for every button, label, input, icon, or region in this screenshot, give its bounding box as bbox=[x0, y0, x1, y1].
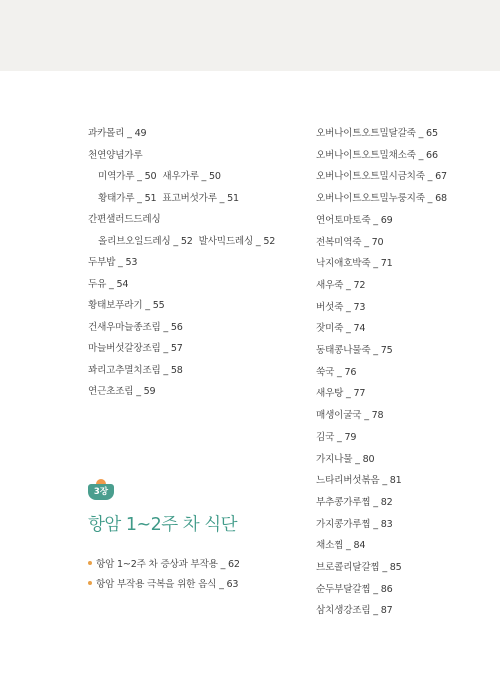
toc-entry-page: 54 bbox=[116, 278, 129, 290]
toc-entry-page: 81 bbox=[389, 475, 402, 487]
toc-entry-title: 건새우마늘종조림 bbox=[88, 321, 161, 333]
toc-entry-page: 84 bbox=[353, 540, 366, 552]
toc-entry[interactable]: 오버나이트오트밀시금치죽 _ 67 bbox=[316, 171, 447, 183]
toc-entry[interactable]: 황태가루 _ 51 표고버섯가루 _ 51 bbox=[98, 192, 239, 204]
subsection-page: 63 bbox=[226, 579, 239, 590]
toc-entry[interactable]: 동태콩나물죽 _ 75 bbox=[316, 345, 393, 356]
toc-entry[interactable]: 순두부달갈찜 _ 86 bbox=[316, 583, 393, 595]
toc-entry-title: 전복미역죽 bbox=[316, 236, 362, 248]
toc-entry[interactable]: 연어토마토죽 _ 69 bbox=[316, 214, 393, 226]
bullet-icon bbox=[88, 581, 92, 585]
toc-entry[interactable]: 잣미죽 _ 74 bbox=[316, 323, 366, 335]
toc-entry[interactable]: 브로콜리달갈찜 _ 85 bbox=[316, 562, 402, 573]
toc-entry[interactable]: 가지나물 _ 80 bbox=[316, 453, 375, 465]
subsection-item[interactable]: 항암 부작용 극복을 위한 음식 _ 63 bbox=[88, 579, 238, 591]
toc-entry[interactable] bbox=[88, 150, 142, 162]
toc-entry-title: 두유 bbox=[88, 278, 107, 290]
toc-entry-title: 부추콩가루찜 bbox=[316, 496, 371, 508]
toc-entry[interactable]: 두부밥 _ 53 bbox=[88, 257, 138, 268]
toc-entry[interactable]: 낙지애호박죽 _ 71 bbox=[316, 258, 393, 270]
toc-entry[interactable]: 새우죽 _ 72 bbox=[316, 279, 366, 291]
toc-entry-page: 80 bbox=[362, 453, 375, 465]
toc-entry[interactable] bbox=[88, 214, 161, 226]
toc-entry-title: 미역가루 bbox=[98, 171, 135, 182]
toc-entry[interactable]: 꽈리고추멸치조림 _ 58 bbox=[88, 364, 183, 376]
toc-entry-page: 87 bbox=[380, 605, 393, 617]
toc-entry-page: 71 bbox=[380, 258, 393, 270]
toc-entry-page: 59 bbox=[143, 386, 156, 397]
toc-entry[interactable]: 연근초조림 _ 59 bbox=[88, 386, 156, 397]
toc-entry[interactable]: 채소찜 _ 84 bbox=[316, 540, 366, 552]
toc-entry-page: 86 bbox=[380, 583, 393, 595]
toc-entry[interactable]: 두유 _ 54 bbox=[88, 278, 129, 290]
toc-entry-page: 65 bbox=[426, 128, 438, 139]
toc-entry-page: 67 bbox=[435, 171, 447, 183]
toc-entry-title: 가지나물 bbox=[316, 453, 353, 465]
toc-entry[interactable]: 삼치생강조림 _ 87 bbox=[316, 605, 393, 617]
toc-entry-title: 매생이굴국 bbox=[316, 410, 362, 422]
toc-entry-title: 발사믹드레싱 bbox=[198, 235, 254, 247]
toc-entry-page: 66 bbox=[426, 149, 438, 161]
toc-entry[interactable]: 부추콩가루찜 _ 82 bbox=[316, 496, 393, 508]
toc-entry[interactable]: 매생이굴국 _ 78 bbox=[316, 410, 384, 422]
toc-entry-title: 표고버섯가루 bbox=[162, 192, 217, 204]
toc-entry[interactable]: 느타리버섯볶음 _ 81 bbox=[316, 475, 402, 487]
toc-entry[interactable]: 황태보푸라기 _ 55 bbox=[88, 300, 165, 311]
toc-entry-page: 77 bbox=[353, 388, 366, 400]
toc-entry-page: 78 bbox=[371, 410, 384, 422]
toc-entry[interactable]: 건새우마늘종조림 _ 56 bbox=[88, 321, 183, 333]
toc-entry-page: 52 bbox=[180, 235, 193, 247]
chapter-title: 항암 1~2주 차 식단 bbox=[88, 515, 238, 535]
toc-entry[interactable]: 버섯죽 _ 73 bbox=[316, 301, 366, 313]
toc-entry-title: 잣미죽 bbox=[316, 323, 344, 335]
toc-entry[interactable]: 과카몰리 _ 49 bbox=[88, 128, 147, 139]
bullet-icon bbox=[88, 561, 92, 565]
toc-entry-page: 83 bbox=[380, 518, 393, 530]
toc-entry-title: 채소찜 bbox=[316, 540, 344, 552]
toc-entry-title: 천연양념가루 bbox=[88, 149, 143, 161]
header-band bbox=[0, 0, 500, 71]
toc-entry-page: 73 bbox=[353, 301, 366, 313]
toc-entry-title: 과카몰리 bbox=[88, 128, 125, 139]
toc-entry-title: 동태콩나물죽 bbox=[316, 345, 371, 356]
subsection-item[interactable]: 항암 1~2주 차 증상과 부작용 _ 62 bbox=[88, 559, 240, 571]
toc-entry-title: 새우가루 bbox=[162, 171, 199, 182]
toc-entry-title: 오버나이트오트밀채소죽 bbox=[316, 149, 416, 161]
toc-entry-title: 새우죽 bbox=[316, 279, 344, 291]
toc-entry-page: 69 bbox=[380, 214, 393, 226]
toc-entry-page: 68 bbox=[435, 193, 447, 205]
toc-entry-title: 황태가루 bbox=[98, 192, 135, 204]
subsection-title: 항암 1~2주 차 증상과 부작용 bbox=[96, 559, 218, 570]
toc-entry-title: 쑥국 bbox=[316, 366, 335, 378]
toc-entry-page: 75 bbox=[380, 345, 393, 356]
toc-entry-page: 50 bbox=[208, 171, 221, 182]
toc-entry-page: 55 bbox=[152, 300, 165, 311]
toc-entry[interactable]: 쑥국 _ 76 bbox=[316, 366, 357, 378]
toc-entry-title: 김국 bbox=[316, 431, 335, 443]
toc-entry-page: 52 bbox=[263, 235, 276, 247]
toc-entry-title: 오버나이트오트밀누룽지죽 bbox=[316, 193, 425, 205]
toc-entry[interactable]: 새우탕 _ 77 bbox=[316, 388, 366, 400]
toc-entry[interactable]: 김국 _ 79 bbox=[316, 431, 357, 443]
toc-entry-page: 51 bbox=[144, 192, 157, 204]
toc-entry-title: 오버나이트오트밀달갈죽 bbox=[316, 128, 416, 139]
toc-entry-page: 50 bbox=[144, 171, 157, 182]
toc-entry-title: 꽈리고추멸치조림 bbox=[88, 364, 161, 376]
toc-entry-page: 49 bbox=[134, 128, 147, 139]
toc-entry-title: 순두부달갈찜 bbox=[316, 583, 371, 595]
toc-entry-page: 72 bbox=[353, 279, 366, 291]
toc-entry[interactable]: 가지콩가루찜 _ 83 bbox=[316, 518, 393, 530]
toc-entry-title: 황태보푸라기 bbox=[88, 300, 143, 311]
toc-entry-page: 51 bbox=[227, 192, 239, 204]
toc-entry-page: 74 bbox=[353, 323, 366, 335]
toc-entry[interactable]: 오버나이트오트밀누룽지죽 _ 68 bbox=[316, 193, 447, 205]
toc-entry-page: 56 bbox=[170, 321, 183, 333]
toc-entry-title: 느타리버섯볶음 bbox=[316, 475, 380, 487]
toc-entry[interactable]: 오버나이트오트밀달갈죽 _ 65 bbox=[316, 128, 438, 139]
toc-entry-page: 82 bbox=[380, 496, 393, 508]
chapter-badge bbox=[88, 479, 114, 503]
toc-entry-title: 버섯죽 bbox=[316, 301, 344, 313]
subsection-page: 62 bbox=[228, 559, 240, 570]
toc-entry-title: 새우탕 bbox=[316, 388, 344, 400]
toc-entry-page: 79 bbox=[344, 431, 357, 443]
toc-entry-page: 76 bbox=[344, 366, 357, 378]
toc-entry-page: 57 bbox=[170, 343, 183, 354]
toc-entry[interactable]: 미역가루 _ 50 새우가루 _ 50 bbox=[98, 171, 221, 182]
toc-entry-title: 연어토마토죽 bbox=[316, 214, 371, 226]
toc-entry[interactable]: 올리브오일드레싱 _ 52 발사믹드레싱 _ 52 bbox=[98, 235, 276, 247]
toc-entry-title: 간편샐러드드레싱 bbox=[88, 214, 161, 225]
toc-entry-title: 가지콩가루찜 bbox=[316, 518, 371, 530]
toc-entry-title: 마늘버섯갈장조림 bbox=[88, 343, 161, 354]
toc-entry-title: 브로콜리달갈찜 bbox=[316, 562, 380, 573]
chapter-badge-label: 3장 bbox=[93, 487, 109, 497]
toc-entry-page: 58 bbox=[170, 364, 183, 376]
toc-entry[interactable]: 마늘버섯갈장조림 _ 57 bbox=[88, 343, 183, 354]
toc-entry-page: 85 bbox=[389, 562, 402, 573]
toc-entry-title: 두부밥 bbox=[88, 257, 116, 268]
subsection-title: 항암 부작용 극복을 위한 음식 bbox=[96, 579, 217, 590]
toc-entry-title: 오버나이트오트밀시금치죽 bbox=[316, 171, 425, 183]
toc-entry[interactable]: 오버나이트오트밀채소죽 _ 66 bbox=[316, 149, 438, 161]
toc-entry-title: 낙지애호박죽 bbox=[316, 258, 371, 270]
toc-entry-page: 53 bbox=[125, 257, 138, 268]
toc-entry-title: 삼치생강조림 bbox=[316, 605, 371, 617]
toc-entry[interactable]: 전복미역죽 _ 70 bbox=[316, 236, 384, 248]
toc-entry-title: 올리브오일드레싱 bbox=[98, 235, 171, 247]
toc-entry-title: 연근초조림 bbox=[88, 386, 134, 397]
toc-entry-page: 70 bbox=[371, 236, 384, 248]
